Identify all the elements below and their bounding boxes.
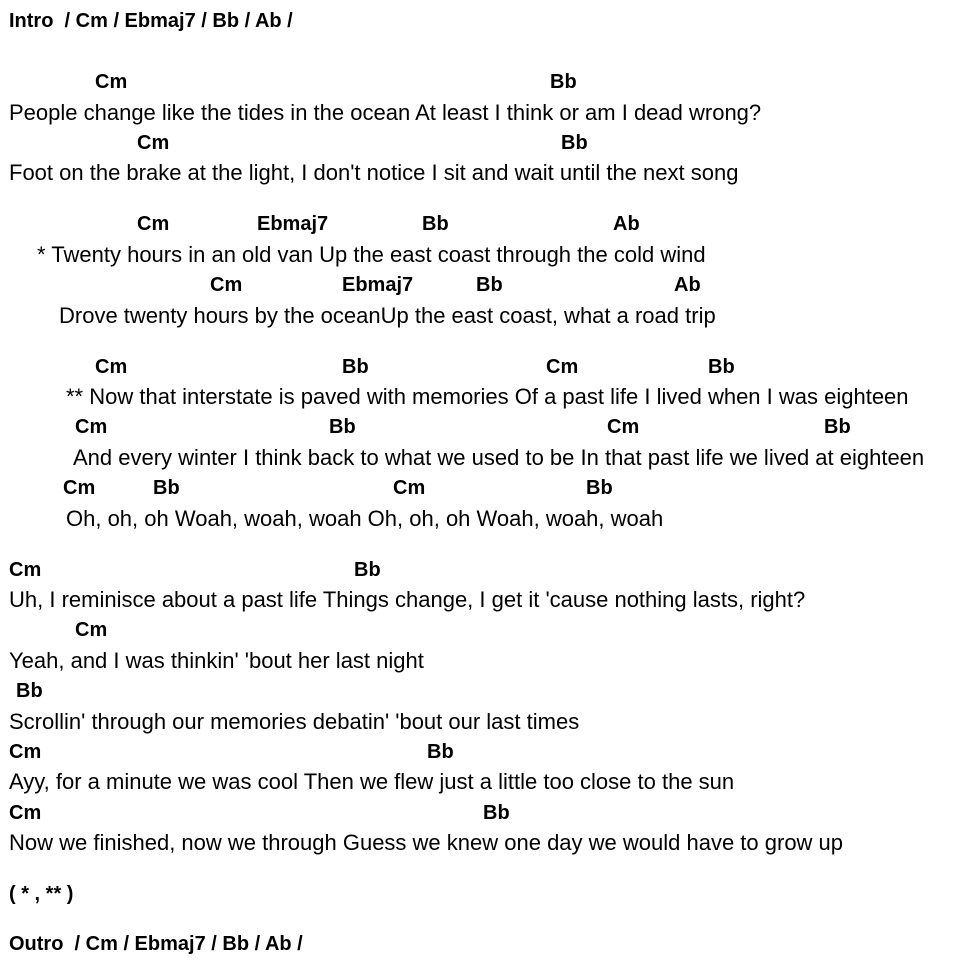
chord: Cm xyxy=(546,356,579,378)
lyric-line: Ayy, for a minute we was cool Then we flew just a little too close to the sun xyxy=(9,769,735,794)
chord: Bb xyxy=(153,477,180,499)
chord: Cm xyxy=(210,274,243,296)
chord: Cm xyxy=(95,356,128,378)
chord: Cm xyxy=(75,619,108,641)
chord: Bb xyxy=(550,71,577,93)
chord: Cm xyxy=(75,416,108,438)
chord: Cm xyxy=(9,741,42,763)
chord: Ebmaj7 xyxy=(342,274,414,296)
lyric-line: And every winter I think back to what we used to be In that past life we lived at eighteen xyxy=(73,445,925,470)
lyric-line: * Twenty hours in an old van Up the east coast through the cold wind xyxy=(37,242,706,267)
lyric-line: People change like the tides in the ocean At least I think or am I dead wrong? xyxy=(9,100,762,125)
chord: Cm xyxy=(607,416,640,438)
outro-line: Outro / Cm / Ebmaj7 / Bb / Ab / xyxy=(9,933,303,955)
chord: Cm xyxy=(63,477,96,499)
chord: Cm xyxy=(137,132,170,154)
chord: Cm xyxy=(95,71,128,93)
chord: Bb xyxy=(329,416,356,438)
chord: Bb xyxy=(483,802,510,824)
chord: Cm xyxy=(137,213,170,235)
lyric-line: Yeah, and I was thinkin' 'bout her last night xyxy=(9,648,424,673)
intro-line: Intro / Cm / Ebmaj7 / Bb / Ab / xyxy=(9,10,293,32)
lyric-line: Now we finished, now we through Guess we knew one day we would have to grow up xyxy=(9,830,844,855)
chord: Bb xyxy=(342,356,369,378)
lyric-line: Foot on the brake at the light, I don't notice I sit and wait until the next song xyxy=(9,160,739,185)
lyric-line: Oh, oh, oh Woah, woah, woah Oh, oh, oh Woah, woah, woah xyxy=(66,506,664,531)
chord: Bb xyxy=(476,274,503,296)
lyric-line: Scrollin' through our memories debatin' 'bout our last times xyxy=(9,709,580,734)
lyric-line: Drove twenty hours by the oceanUp the east coast, what a road trip xyxy=(59,303,716,328)
chord: Bb xyxy=(708,356,735,378)
repeat-marker: ( * , ** ) xyxy=(9,883,74,905)
chord: Cm xyxy=(393,477,426,499)
chord: Cm xyxy=(9,802,42,824)
chord: Bb xyxy=(354,559,381,581)
chord: Ebmaj7 xyxy=(257,213,329,235)
lyric-line: Uh, I reminisce about a past life Things change, I get it 'cause nothing lasts, right? xyxy=(9,587,806,612)
chord: Ab xyxy=(674,274,701,296)
chord: Cm xyxy=(9,559,42,581)
chord: Bb xyxy=(824,416,851,438)
chord: Bb xyxy=(586,477,613,499)
lyric-line: ** Now that interstate is paved with memories Of a past life I lived when I was eighteen xyxy=(66,384,909,409)
chord: Bb xyxy=(16,680,43,702)
chord: Bb xyxy=(427,741,454,763)
chord: Bb xyxy=(561,132,588,154)
chord: Ab xyxy=(613,213,640,235)
chord: Bb xyxy=(422,213,449,235)
